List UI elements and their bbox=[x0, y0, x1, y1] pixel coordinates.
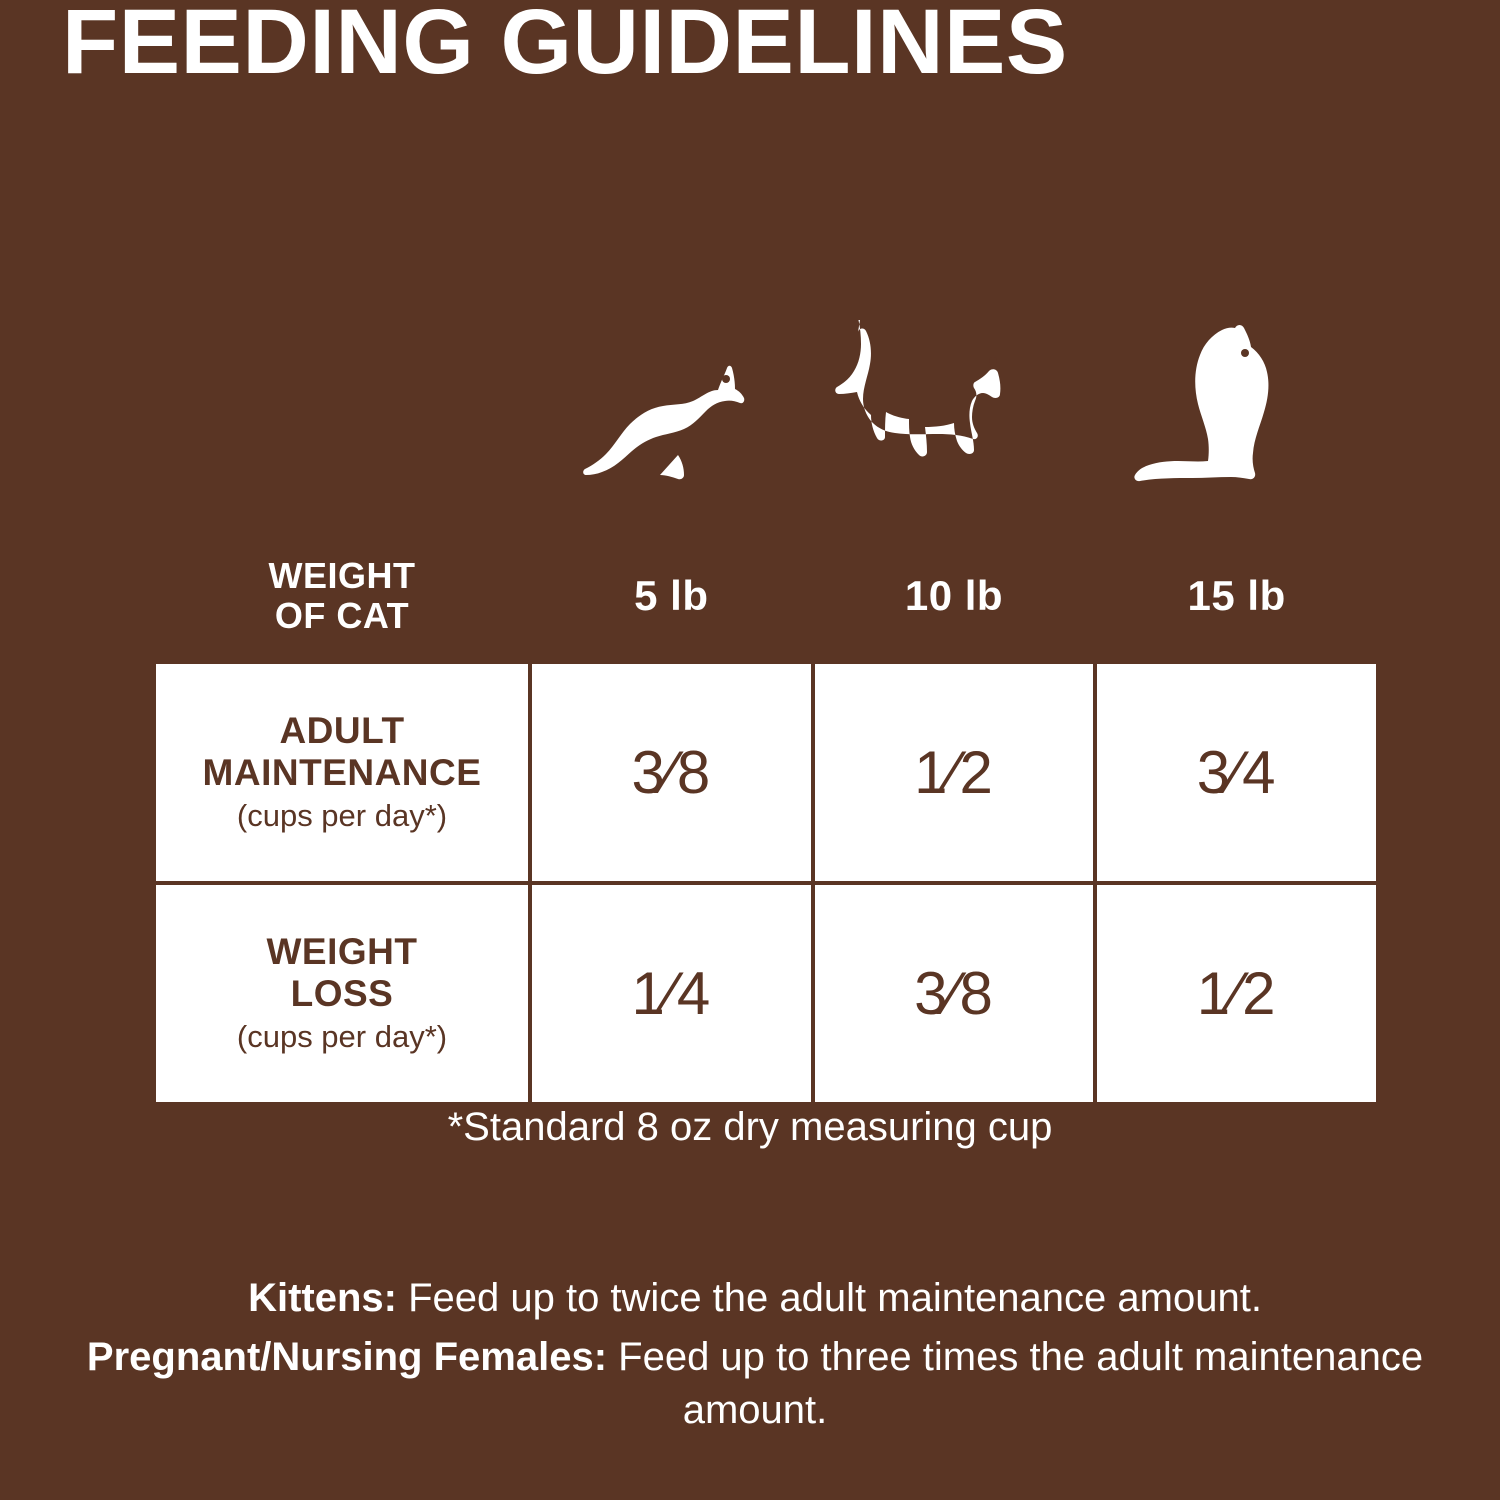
row-label-weight-loss-line2: LOSS bbox=[290, 972, 394, 1014]
cat-silhouette-row bbox=[530, 320, 1360, 505]
cell-adult-10lb: 1⁄2 bbox=[813, 662, 1096, 883]
note-kittens-text: Feed up to twice the adult maintenance amount. bbox=[396, 1276, 1262, 1320]
adult-cat-standing-silhouette-icon bbox=[807, 320, 1084, 505]
cell-adult-5lb: 3⁄8 bbox=[530, 662, 813, 883]
kitten-silhouette-icon bbox=[530, 320, 807, 505]
note-pregnant-nursing-text: Feed up to three times the adult maintenance amount. bbox=[607, 1334, 1424, 1432]
header-column-5lb: 5 lb bbox=[530, 530, 813, 662]
cell-weight-loss-5lb: 1⁄4 bbox=[530, 883, 813, 1104]
row-label-adult-maintenance-line2: MAINTENANCE bbox=[202, 751, 482, 793]
header-column-15lb: 15 lb bbox=[1095, 530, 1378, 662]
row-label-adult-maintenance-line1: ADULT bbox=[279, 710, 405, 752]
row-label-weight-loss bbox=[154, 883, 530, 1104]
note-pregnant-nursing bbox=[60, 1331, 1450, 1437]
cell-weight-loss-10lb: 3⁄8 bbox=[813, 883, 1096, 1104]
note-kittens bbox=[60, 1272, 1450, 1325]
cell-adult-15lb: 3⁄4 bbox=[1095, 662, 1378, 883]
row-label-weight-loss-line1: WEIGHT bbox=[266, 931, 418, 973]
table-row-adult-maintenance bbox=[154, 662, 1378, 883]
header-weight-of-cat-line1: WEIGHT bbox=[268, 554, 416, 596]
row-label-adult-maintenance bbox=[154, 662, 530, 883]
header-column-10lb: 10 lb bbox=[813, 530, 1096, 662]
note-kittens-label: Kittens: bbox=[248, 1276, 397, 1320]
table-row-weight-loss bbox=[154, 883, 1378, 1104]
row-label-adult-maintenance-sublabel: (cups per day*) bbox=[236, 798, 448, 834]
cell-weight-loss-15lb: 1⁄2 bbox=[1095, 883, 1378, 1104]
table-header-row bbox=[154, 530, 1378, 662]
header-weight-of-cat bbox=[154, 530, 530, 662]
feeding-table-container bbox=[152, 528, 1380, 1106]
page-title: FEEDING GUIDELINES bbox=[62, 0, 1068, 93]
header-weight-of-cat-line2: OF CAT bbox=[274, 595, 410, 636]
measuring-cup-footnote: *Standard 8 oz dry measuring cup bbox=[447, 1105, 1053, 1149]
adult-cat-sitting-silhouette-icon bbox=[1083, 320, 1360, 505]
note-pregnant-nursing-label: Pregnant/Nursing Females: bbox=[86, 1334, 608, 1379]
feeding-notes bbox=[60, 1272, 1450, 1442]
feeding-table bbox=[152, 528, 1380, 1106]
row-label-weight-loss-sublabel: (cups per day*) bbox=[236, 1019, 448, 1055]
